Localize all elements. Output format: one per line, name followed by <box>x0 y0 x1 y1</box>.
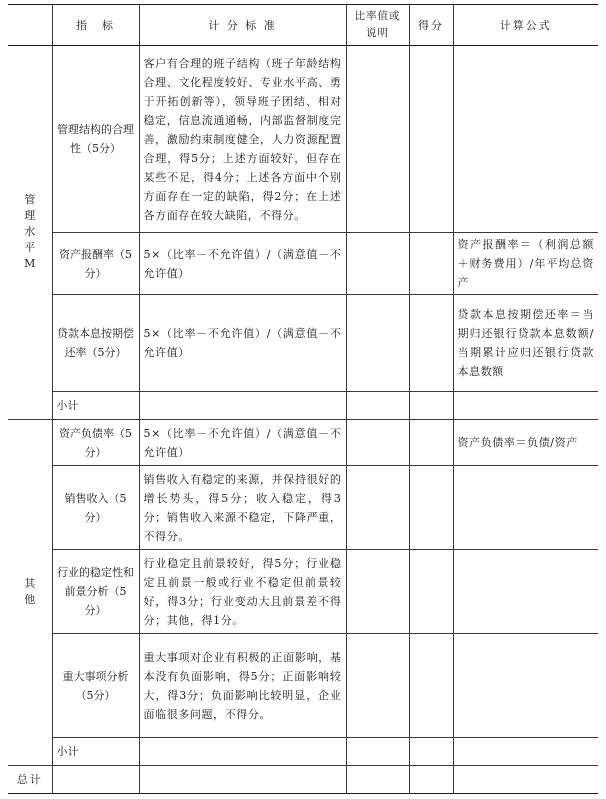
score-cell[interactable] <box>409 295 453 392</box>
table-row <box>8 295 598 392</box>
category-management <box>8 46 52 420</box>
subtotal-criteria-cell <box>139 392 346 420</box>
subtotal-score-cell[interactable] <box>409 392 453 420</box>
formula-cell: 资产报酬率＝（利润总额＋财务费用）/年平均总资产 <box>453 233 598 295</box>
ratio-note-cell[interactable] <box>346 233 409 295</box>
total-row <box>8 766 598 794</box>
total-label: 总计 <box>8 766 52 794</box>
category-other <box>8 420 52 766</box>
subtotal-ratio-cell[interactable] <box>346 392 409 420</box>
subtotal-ratio-cell[interactable] <box>346 738 409 766</box>
table-row <box>8 233 598 295</box>
indicator-cell: 行业的稳定性和前景分析（5分） <box>52 550 139 634</box>
formula-cell <box>453 550 598 634</box>
criteria-cell: 重大事项对企业有积极的正面影响，基本没有负面影响，得5分；正面影响较大，得3分；负面影响比较明显，企业面临很多问题，不得分。 <box>139 634 346 738</box>
header-category <box>8 5 52 46</box>
subtotal-row <box>8 738 598 766</box>
header-ratio-note: 比率值或说明 <box>346 5 409 46</box>
ratio-note-cell[interactable] <box>346 46 409 233</box>
table-row <box>8 420 598 466</box>
scoring-table <box>8 4 598 794</box>
ratio-note-cell[interactable] <box>346 295 409 392</box>
score-cell[interactable] <box>409 420 453 466</box>
subtotal-formula-cell <box>453 738 598 766</box>
subtotal-row <box>8 392 598 420</box>
ratio-note-cell[interactable] <box>346 550 409 634</box>
criteria-cell: 5×（比率－不允许值）/（满意值－不允许值） <box>139 233 346 295</box>
criteria-cell: 销售收入有稳定的来源，并保持很好的增长势头，得5分；收入稳定，得3分；销售收入来源不稳定，下降严重，不得分。 <box>139 466 346 550</box>
criteria-cell: 客户有合理的班子结构（班子年龄结构合理、文化程度较好、专业水平高、勇于开拓创新等），领导班子团结、相对稳定，信息流通通畅，内部监督制度完善，激励约束制度健全，人力资源配置合理，得5分；上述方面较好，但存在某些不足，得4分；上述各方面中个别方面存在一定的缺陷，得2分；在上述各方面存在较大缺陷，不得分。 <box>139 46 346 233</box>
subtotal-score-cell[interactable] <box>409 738 453 766</box>
table-row <box>8 46 598 233</box>
total-score-cell[interactable] <box>409 766 453 794</box>
formula-cell: 资产负债率＝负债/资产 <box>453 420 598 466</box>
subtotal-label: 小计 <box>52 392 139 420</box>
total-criteria-cell <box>139 766 346 794</box>
subtotal-formula-cell <box>453 392 598 420</box>
table-row <box>8 466 598 550</box>
ratio-note-cell[interactable] <box>346 420 409 466</box>
header-row <box>8 5 598 46</box>
score-cell[interactable] <box>409 634 453 738</box>
subtotal-label: 小计 <box>52 738 139 766</box>
indicator-cell: 重大事项分析（5分） <box>52 634 139 738</box>
formula-cell: 贷款本息按期偿还率＝当期归还银行贷款本息数额/当期累计应归还银行贷款本息数额 <box>453 295 598 392</box>
score-cell[interactable] <box>409 466 453 550</box>
header-formula: 计算公式 <box>453 5 598 46</box>
score-cell[interactable] <box>409 550 453 634</box>
indicator-cell: 贷款本息按期偿还率（5分） <box>52 295 139 392</box>
total-formula-cell <box>453 766 598 794</box>
formula-cell <box>453 46 598 233</box>
indicator-cell: 资产报酬率（5分） <box>52 233 139 295</box>
header-criteria: 计 分 标 准 <box>139 5 346 46</box>
table-row <box>8 634 598 738</box>
indicator-cell: 管理结构的合理性（5分） <box>52 46 139 233</box>
header-indicator: 指 标 <box>52 5 139 46</box>
indicator-cell: 销售收入（5分） <box>52 466 139 550</box>
category-label: 管理水平M <box>24 193 36 270</box>
criteria-cell: 行业稳定且前景较好，得5分；行业稳定且前景一般或行业不稳定但前景较好，得3分；行业变动大且前景差不得分；其他，得1分。 <box>139 550 346 634</box>
criteria-cell: 5×（比率－不允许值）/（满意值－不允许值） <box>139 420 346 466</box>
indicator-cell: 资产负债率（5分） <box>52 420 139 466</box>
criteria-cell: 5×（比率－不允许值）/（满意值－不允许值） <box>139 295 346 392</box>
score-cell[interactable] <box>409 46 453 233</box>
score-cell[interactable] <box>409 233 453 295</box>
table-row <box>8 550 598 634</box>
ratio-note-cell[interactable] <box>346 634 409 738</box>
total-ratio-cell[interactable] <box>346 766 409 794</box>
header-score: 得分 <box>409 5 453 46</box>
formula-cell <box>453 466 598 550</box>
ratio-note-cell[interactable] <box>346 466 409 550</box>
total-indicator-cell <box>52 766 139 794</box>
subtotal-criteria-cell <box>139 738 346 766</box>
formula-cell <box>453 634 598 738</box>
category-label: 其他 <box>24 577 36 606</box>
